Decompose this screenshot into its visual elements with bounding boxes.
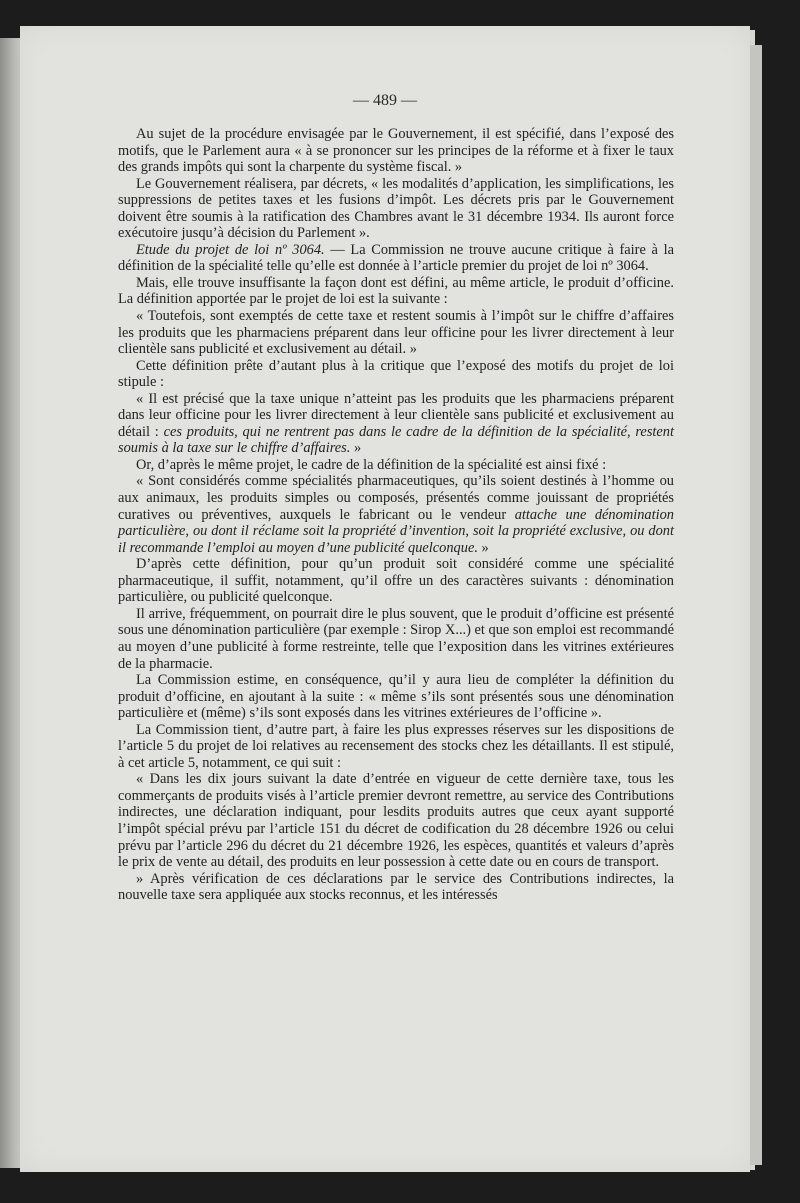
page-stack-edge-back xyxy=(748,45,762,1165)
body-text xyxy=(118,126,674,904)
paragraph-10: D’après cette définition, pour qu’un produit soit considéré comme une spécialité pharmaceutique, il suffit, notamment, qu’il offre un des caractères suivants : dénomination particulière, ou publicité quelconque. xyxy=(118,556,674,606)
paragraph-6: Cette définition prête d’autant plus à la critique que l’exposé des motifs du projet de loi stipule : xyxy=(118,357,674,391)
italic-quote-2: attache une dénomination particulière, ou dont il réclame soit la propriété d’invention, soit la propriété exclusive, ou dont il recommande l’emploi au moyen d’une publicité quelconque. xyxy=(118,506,674,556)
quote-2-close: » xyxy=(481,539,489,556)
page-number: — 489 — xyxy=(353,92,417,109)
paragraph-11: Il arrive, fréquemment, on pourrait dire le plus souvent, que le produit d’officine est présenté sous une dénomination particulière (par exemple : Sirop X...) et que son emploi est recommandé au moyen d’une publicité à forme restreinte, telle que l’exposition dans les vitrines extérieures de la pharmacie. xyxy=(118,605,674,672)
paragraph-4: Mais, elle trouve insuffisante la façon dont est défini, au même article, le produit d’officine. La définition apportée par le projet de loi est la suivante : xyxy=(118,274,674,308)
document-page xyxy=(20,26,750,1172)
paragraph-7 xyxy=(118,391,674,457)
section-heading: Etude du projet de loi nº 3064. xyxy=(136,241,325,258)
paragraph-1: Au sujet de la procédure envisagée par le Gouvernement, il est spécifié, dans l’exposé des motifs, que le Parlement aura « à se prononcer sur les principes de la réforme et à fixer le taux des grands impôts qui sont la charpente du système fiscal. » xyxy=(118,126,674,176)
quote-1-close: » xyxy=(353,440,362,457)
paragraph-5: « Toutefois, sont exemptés de cette taxe et restent soumis à l’impôt sur le chiffre d’affaires les produits que les pharmaciens préparent dans leur officine pour les livrer directement à leur clientèle sans publicité et exclusivement au détail. » xyxy=(118,308,674,358)
paragraph-8: Or, d’après le même projet, le cadre de la définition de la spécialité est ainsi fixé : xyxy=(136,456,607,473)
paragraph-14: « Dans les dix jours suivant la date d’entrée en vigueur de cette dernière taxe, tous les commerçants de produits visés à l’article premier devront remettre, au service des Contributions indirectes, une déclaration indiquant, pour lesdits produits autres que ceux ayant supporté l’impôt spécial prévu par l’article 151 du décret de codification du 28 décembre 1926 ou celui prévu par l’article 296 du décret du 21 décembre 1926, les espèces, quantités et valeurs d’après le prix de vente au détail, des produits en leur possession à cette date ou en cours de transport. xyxy=(118,771,674,871)
paragraph-2: Le Gouvernement réalisera, par décrets, « les modalités d’application, les simplifications, les suppressions de petites taxes et les fusions d’impôt. Les décrets pris par le Gouvernement doivent être soumis à la ratification des Chambres avant le 31 décembre 1934. Ils auront force exécutoire jusqu’à décision du Parlement ». xyxy=(118,175,674,242)
paragraph-7-text: « Il est précisé que la taxe unique n’atteint pas les produits que les pharmaciens préparent dans leur officine pour les livrer directement à leur clientèle sans publicité et exclusivement au détail : xyxy=(118,390,674,440)
previous-page-edge xyxy=(0,38,22,1168)
paragraph-15: » Après vérification de ces déclarations par le service des Contributions indirectes, la nouvelle taxe sera appliquée aux stocks reconnus, et les intéressés xyxy=(118,870,674,904)
paragraph-3-text: — La Commission ne trouve aucune critique à faire à la définition de la spécialité telle qu’elle est donnée à l’article premier du projet de loi nº 3064. xyxy=(118,241,674,275)
paragraph-3 xyxy=(118,242,674,275)
paragraph-12: La Commission estime, en conséquence, qu’il y aura lieu de compléter la définition du produit d’officine, en ajoutant à la suite : « même s’ils sont présentés sous une dénomination particulière et (même) s’ils sont exposés dans les vitrines extérieures de l’officine ». xyxy=(118,672,674,722)
italic-quote-1: ces produits, qui ne rentrent pas dans le cadre de la définition de la spécialité, restent soumis à la taxe sur le chiffre d’affaires. xyxy=(118,423,674,457)
paragraph-13: La Commission tient, d’autre part, à faire les plus expresses réserves sur les dispositions de l’article 5 du projet de loi relatives au recensement des stocks chez les détaillants. Il est stipulé, à cet article 5, notamment, ce qui suit : xyxy=(118,721,674,771)
paragraph-9 xyxy=(118,473,674,556)
paragraph-9-text: « Sont considérés comme spécialités pharmaceutiques, qu’ils soient destinés à l’homme ou aux animaux, les produits simples ou composés, présentés comme jouissant de propriétés curatives ou préventives, auxquels le fabricant ou le vendeur xyxy=(118,473,674,523)
